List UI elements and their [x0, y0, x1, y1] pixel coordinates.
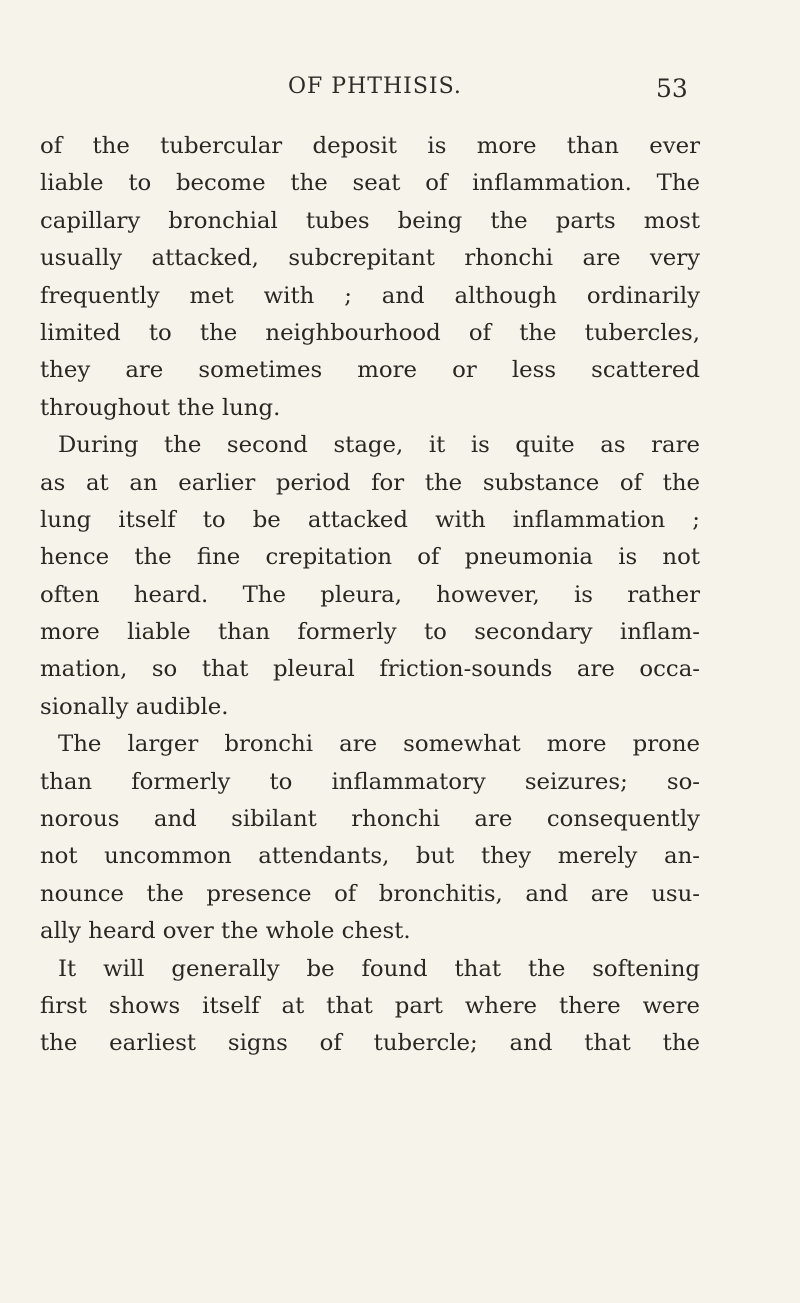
page-number: 53	[656, 74, 688, 103]
text-line: the earliest signs of tubercle; and that the	[40, 1030, 700, 1057]
text-line: It will generally be found that the softening	[58, 955, 700, 982]
text-line: The larger bronchi are somewhat more prone	[58, 731, 700, 758]
text-line: ally heard over the whole chest.	[40, 918, 411, 945]
text-line: first shows itself at that part where there were	[40, 992, 700, 1019]
text-line: of the tubercular deposit is more than ever	[40, 133, 700, 159]
text-line: hence the fine crepitation of pneumonia is not	[40, 544, 700, 571]
text-line: often heard. The pleura, however, is rather	[40, 581, 700, 608]
text-line: they are sometimes more or less scattered	[40, 357, 700, 384]
text-line: more liable than formerly to secondary inflam-	[40, 619, 700, 646]
text-line: as at an earlier period for the substance of the	[40, 469, 700, 496]
text-line: not uncommon attendants, but they merely an-	[40, 843, 700, 870]
text-line: limited to the neighbourhood of the tubercles,	[40, 319, 700, 346]
text-line: frequently met with ; and although ordinarily	[40, 282, 700, 309]
text-line: capillary bronchial tubes being the parts most	[40, 207, 700, 234]
text-line: During the second stage, it is quite as rare	[58, 432, 700, 459]
body-text	[40, 128, 700, 1063]
text-line: throughout the lung.	[40, 394, 281, 421]
running-head	[0, 74, 800, 108]
text-line: liable to become the seat of inflammation. The	[40, 170, 700, 197]
text-line: usually attacked, subcrepitant rhonchi are very	[40, 245, 700, 272]
text-line: lung itself to be attacked with inflammation ;	[40, 506, 700, 533]
text-line: norous and sibilant rhonchi are consequently	[40, 806, 700, 833]
text-line: mation, so that pleural friction-sounds are occa-	[40, 656, 700, 683]
text-line: sionally audible.	[40, 693, 229, 720]
text-line: than formerly to inflammatory seizures; so-	[40, 768, 700, 795]
running-head-title: OF PHTHISIS.	[288, 74, 462, 99]
text-line: nounce the presence of bronchitis, and are usu-	[40, 880, 700, 907]
